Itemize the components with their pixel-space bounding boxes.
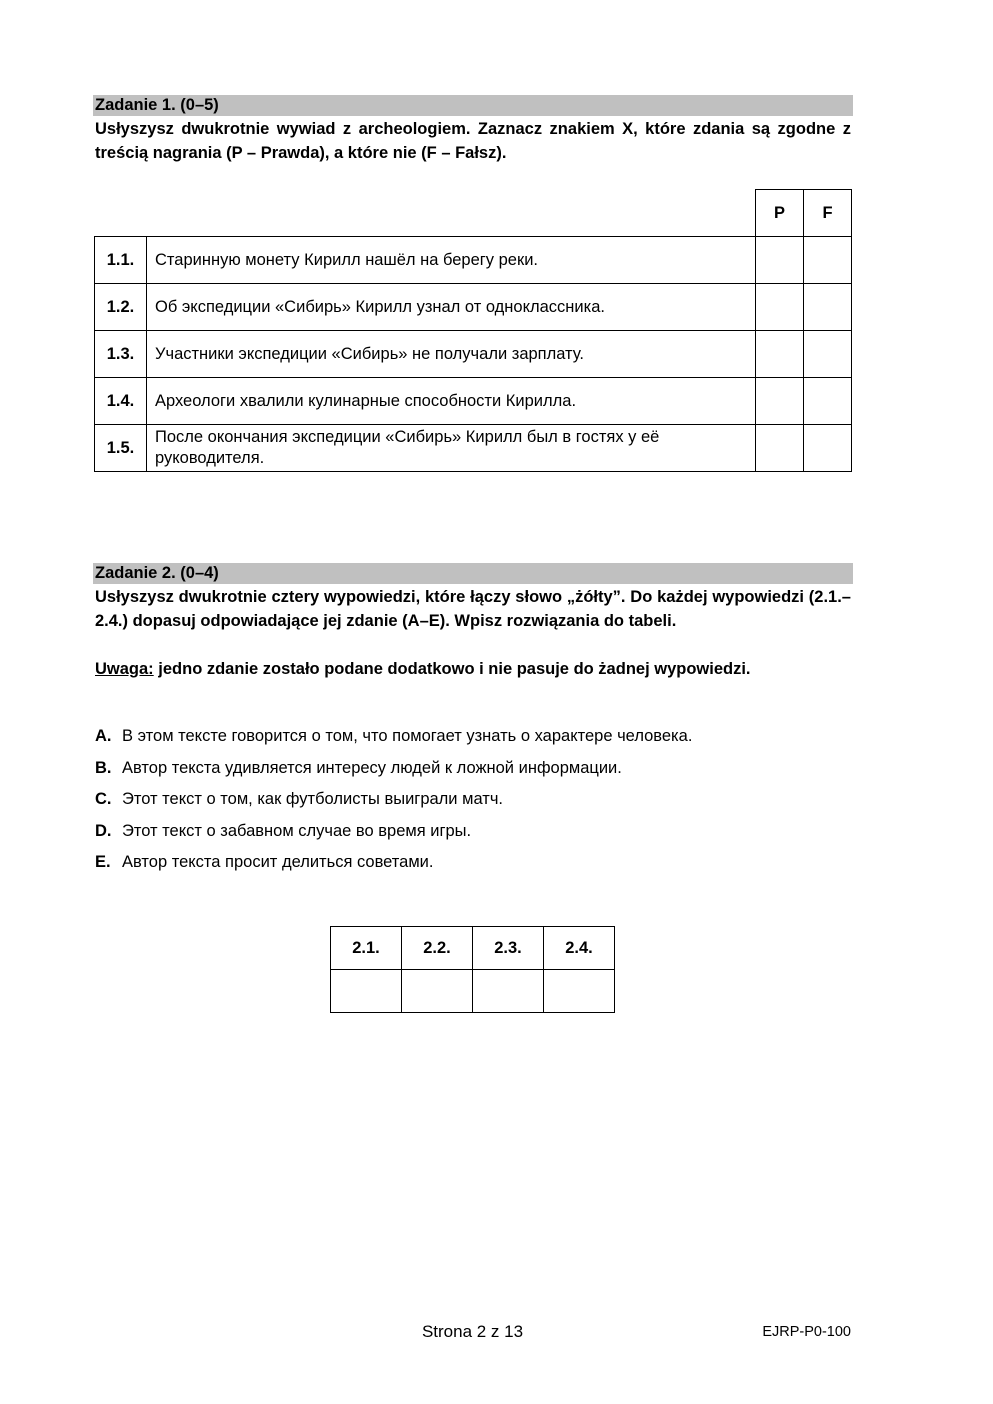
- header-blank: [95, 190, 756, 237]
- answer-input-cell[interactable]: [473, 970, 544, 1013]
- list-item: [95, 849, 855, 881]
- column-header-f: F: [804, 190, 852, 237]
- answer-header-cell: 2.3.: [473, 927, 544, 970]
- table-row: [95, 237, 852, 284]
- answer-cell-p[interactable]: [756, 284, 804, 331]
- row-number: 1.3.: [95, 331, 147, 378]
- note-label: Uwaga:: [95, 660, 154, 678]
- table-row: [95, 378, 852, 425]
- row-number: 1.2.: [95, 284, 147, 331]
- answer-cell-f[interactable]: [804, 331, 852, 378]
- row-number: 1.1.: [95, 237, 147, 284]
- answer-cell-p[interactable]: [756, 425, 804, 472]
- column-header-p: P: [756, 190, 804, 237]
- task1-instruction: Usłyszysz dwukrotnie wywiad z archeologiem. Zaznacz znakiem X, które zdania są zgodne z treścią nagrania (P – Prawda), a które nie (F – Fałsz).: [95, 120, 851, 162]
- list-item: [95, 818, 855, 850]
- answer-cell-f[interactable]: [804, 237, 852, 284]
- option-text: В этом тексте говорится о том, что помогает узнать о характере человека.: [122, 727, 693, 745]
- statement-text: Об экспедиции «Сибирь» Кирилл узнал от одноклассника.: [147, 284, 756, 331]
- answer-cell-p[interactable]: [756, 378, 804, 425]
- answer-cell-f[interactable]: [804, 425, 852, 472]
- answer-header-row: [331, 927, 615, 970]
- answer-input-cell[interactable]: [544, 970, 615, 1013]
- table-header-row: [95, 190, 852, 237]
- task2-instruction: Usłyszysz dwukrotnie cztery wypowiedzi, które łączy słowo „żółty”. Do każdej wypowiedzi (2.1.–2.4.) dopasuj odpowiadające jej zdanie (A–E). Wpisz rozwiązania do tabeli.: [95, 588, 851, 630]
- exam-code: EJRP-P0-100: [762, 1324, 851, 1340]
- option-text: Этот текст о том, как футболисты выиграли матч.: [122, 790, 504, 808]
- note-text: jedno zdanie zostało podane dodatkowo i nie pasuje do żadnej wypowiedzi.: [153, 660, 751, 678]
- task2-header: Zadanie 2. (0–4): [93, 563, 853, 584]
- answer-input-cell[interactable]: [331, 970, 402, 1013]
- answer-input-row: [331, 970, 615, 1013]
- row-number: 1.4.: [95, 378, 147, 425]
- page-number: Strona 2 z 13: [421, 1322, 524, 1341]
- answer-header-cell: 2.1.: [331, 927, 402, 970]
- answer-input-cell[interactable]: [402, 970, 473, 1013]
- statement-text: После окончания экспедиции «Сибирь» Кирилл был в гостях у её руководителя.: [147, 425, 756, 472]
- option-letter: D.: [95, 821, 112, 840]
- answer-cell-f[interactable]: [804, 284, 852, 331]
- task1-header: Zadanie 1. (0–5): [93, 95, 853, 116]
- list-item: [95, 786, 855, 818]
- option-letter: B.: [95, 758, 112, 777]
- option-text: Автор текста просит делиться советами.: [122, 853, 434, 871]
- option-letter: A.: [95, 727, 112, 745]
- true-false-table: [94, 189, 852, 472]
- option-letter: C.: [95, 790, 112, 808]
- table-row: [95, 284, 852, 331]
- list-item: [95, 723, 855, 755]
- statement-text: Старинную монету Кирилл нашёл на берегу реки.: [147, 237, 756, 284]
- task2-note: [95, 657, 851, 681]
- list-item: [95, 755, 855, 787]
- statement-text: Археологи хвалили кулинарные способности Кирилла.: [147, 378, 756, 425]
- table-row: [95, 425, 852, 472]
- table-row: [95, 331, 852, 378]
- statement-text: Участники экспедиции «Сибирь» не получали зарплату.: [147, 331, 756, 378]
- option-text: Автор текста удивляется интересу людей к ложной информации.: [122, 758, 622, 777]
- answer-cell-f[interactable]: [804, 378, 852, 425]
- option-letter: E.: [95, 853, 111, 871]
- option-text: Этот текст о забавном случае во время игры.: [122, 821, 472, 840]
- row-number: 1.5.: [95, 425, 147, 472]
- answer-cell-p[interactable]: [756, 237, 804, 284]
- answer-header-cell: 2.4.: [544, 927, 615, 970]
- answer-header-cell: 2.2.: [402, 927, 473, 970]
- answer-table: [330, 926, 615, 1013]
- options-list: [95, 723, 855, 881]
- answer-cell-p[interactable]: [756, 331, 804, 378]
